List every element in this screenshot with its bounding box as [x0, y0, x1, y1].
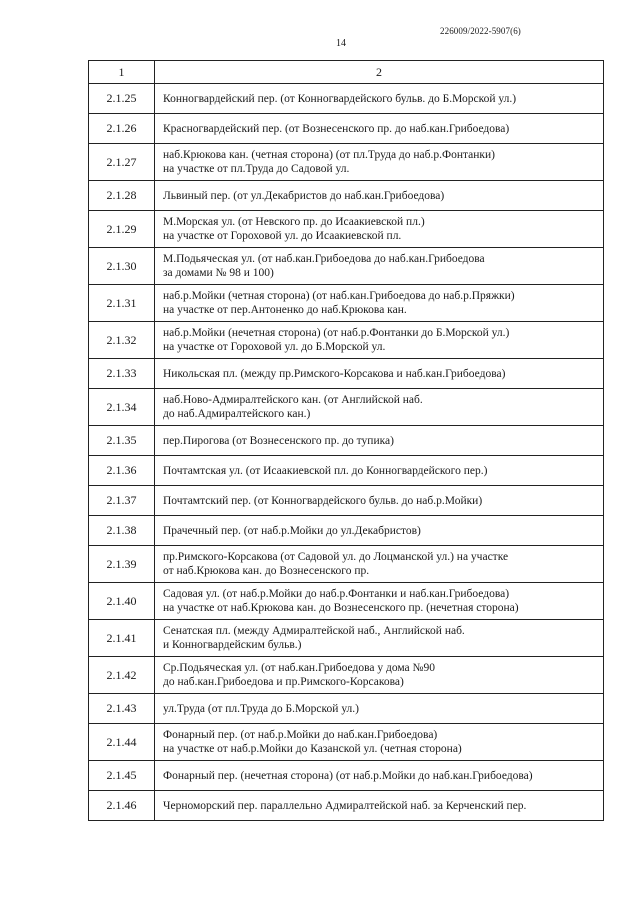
table-row — [89, 114, 604, 144]
description-line: на участке от Гороховой ул. до Исаакиевской пл. — [163, 230, 402, 242]
table-row — [89, 144, 604, 181]
row-number: 2.1.36 — [89, 456, 155, 486]
description-line: от наб.Крюкова кан. до Вознесенского пр. — [163, 565, 370, 577]
table-row — [89, 761, 604, 791]
table-header-row — [89, 61, 604, 84]
table-row — [89, 456, 604, 486]
row-description — [155, 620, 604, 657]
description-line: на участке от пер.Антоненко до наб.Крюкова кан. — [163, 304, 407, 316]
row-description — [155, 322, 604, 359]
row-description — [155, 486, 604, 516]
table-row — [89, 724, 604, 761]
table-row — [89, 84, 604, 114]
row-number: 2.1.45 — [89, 761, 155, 791]
description-line: наб.Крюкова кан. (четная сторона) (от пл.Труда до наб.р.Фонтанки) — [163, 149, 495, 161]
description-line: пер.Пирогова (от Вознесенского пр. до тупика) — [163, 434, 394, 447]
description-line: Ср.Подьяческая ул. (от наб.кан.Грибоедова у дома №90 — [163, 662, 435, 674]
description-line: Черноморский пер. параллельно Адмиралтейской наб. за Керченский пер. — [163, 799, 527, 812]
table-row — [89, 322, 604, 359]
row-number: 2.1.26 — [89, 114, 155, 144]
row-number: 2.1.28 — [89, 181, 155, 211]
row-number: 2.1.33 — [89, 359, 155, 389]
description-line: на участке от пл.Труда до Садовой ул. — [163, 163, 350, 175]
row-number: 2.1.46 — [89, 791, 155, 821]
description-line: и Конногвардейским бульв.) — [163, 639, 302, 651]
description-line: наб.р.Мойки (четная сторона) (от наб.кан.Грибоедова до наб.р.Пряжки) — [163, 290, 515, 302]
row-number: 2.1.42 — [89, 657, 155, 694]
description-line: Львиный пер. (от ул.Декабристов до наб.кан.Грибоедова) — [163, 189, 445, 202]
row-number: 2.1.27 — [89, 144, 155, 181]
row-number: 2.1.32 — [89, 322, 155, 359]
row-description — [155, 583, 604, 620]
table-row — [89, 694, 604, 724]
row-description — [155, 389, 604, 426]
description-line: Конногвардейский пер. (от Конногвардейского бульв. до Б.Морской ул.) — [163, 92, 517, 105]
page-number: 14 — [336, 38, 346, 49]
table-row — [89, 546, 604, 583]
row-description — [155, 181, 604, 211]
row-description — [155, 657, 604, 694]
row-description — [155, 694, 604, 724]
row-description — [155, 456, 604, 486]
description-line: наб.р.Мойки (нечетная сторона) (от наб.р.Фонтанки до Б.Морской ул.) — [163, 327, 510, 339]
table-row — [89, 657, 604, 694]
description-line: Прачечный пер. (от наб.р.Мойки до ул.Декабристов) — [163, 524, 421, 537]
description-line: до наб.кан.Грибоедова и пр.Римского-Корсакова) — [163, 676, 404, 688]
description-line: Сенатская пл. (между Адмиралтейской наб., Английской наб. — [163, 625, 465, 637]
column-header-1: 1 — [89, 61, 155, 84]
row-number: 2.1.34 — [89, 389, 155, 426]
row-description — [155, 791, 604, 821]
row-description — [155, 761, 604, 791]
table-row — [89, 248, 604, 285]
description-line: Никольская пл. (между пр.Римского-Корсакова и наб.кан.Грибоедова) — [163, 367, 506, 380]
table-row — [89, 211, 604, 248]
row-number: 2.1.31 — [89, 285, 155, 322]
row-description — [155, 84, 604, 114]
description-line: наб.Ново-Адмиралтейского кан. (от Английской наб. — [163, 394, 423, 406]
description-line: Фонарный пер. (нечетная сторона) (от наб.р.Мойки до наб.кан.Грибоедова) — [163, 769, 533, 782]
description-line: Фонарный пер. (от наб.р.Мойки до наб.кан.Грибоедова) — [163, 729, 438, 741]
description-line: на участке от наб.р.Мойки до Казанской ул. (четная сторона) — [163, 743, 462, 755]
document-number: 226009/2022-5907(6) — [440, 26, 521, 36]
table-row — [89, 359, 604, 389]
row-number: 2.1.40 — [89, 583, 155, 620]
table-row — [89, 791, 604, 821]
table-row — [89, 426, 604, 456]
row-description — [155, 724, 604, 761]
table-row — [89, 389, 604, 426]
table-row — [89, 285, 604, 322]
table-row — [89, 486, 604, 516]
streets-table — [88, 60, 604, 821]
description-line: Садовая ул. (от наб.р.Мойки до наб.р.Фонтанки и наб.кан.Грибоедова) — [163, 588, 510, 600]
table-row — [89, 583, 604, 620]
table-row — [89, 516, 604, 546]
row-description — [155, 516, 604, 546]
table-row — [89, 620, 604, 657]
description-line: Почтамтский пер. (от Конногвардейского бульв. до наб.р.Мойки) — [163, 494, 483, 507]
description-line: до наб.Адмиралтейского кан.) — [163, 408, 311, 420]
table-row — [89, 181, 604, 211]
row-number: 2.1.35 — [89, 426, 155, 456]
row-number: 2.1.41 — [89, 620, 155, 657]
description-line: Красногвардейский пер. (от Вознесенского пр. до наб.кан.Грибоедова) — [163, 122, 510, 135]
row-description — [155, 211, 604, 248]
row-description — [155, 144, 604, 181]
row-number: 2.1.25 — [89, 84, 155, 114]
row-description — [155, 285, 604, 322]
description-line: ул.Труда (от пл.Труда до Б.Морской ул.) — [163, 702, 360, 715]
row-description — [155, 426, 604, 456]
description-line: на участке от Гороховой ул. до Б.Морской ул. — [163, 341, 386, 353]
description-line: за домами № 98 и 100) — [163, 267, 274, 279]
description-line: пр.Римского-Корсакова (от Садовой ул. до Лоцманской ул.) на участке — [163, 551, 509, 563]
row-number: 2.1.38 — [89, 516, 155, 546]
row-number: 2.1.30 — [89, 248, 155, 285]
row-description — [155, 248, 604, 285]
row-number: 2.1.39 — [89, 546, 155, 583]
column-header-2: 2 — [155, 61, 604, 84]
row-number: 2.1.44 — [89, 724, 155, 761]
row-number: 2.1.37 — [89, 486, 155, 516]
row-description — [155, 114, 604, 144]
row-description — [155, 546, 604, 583]
row-description — [155, 359, 604, 389]
row-number: 2.1.43 — [89, 694, 155, 724]
description-line: на участке от наб.Крюкова кан. до Вознесенского пр. (нечетная сторона) — [163, 602, 519, 614]
description-line: М.Подьяческая ул. (от наб.кан.Грибоедова до наб.кан.Грибоедова — [163, 253, 485, 265]
description-line: М.Морская ул. (от Невского пр. до Исаакиевской пл.) — [163, 216, 425, 228]
row-number: 2.1.29 — [89, 211, 155, 248]
description-line: Почтамтская ул. (от Исаакиевской пл. до Конногвардейского пер.) — [163, 464, 488, 477]
